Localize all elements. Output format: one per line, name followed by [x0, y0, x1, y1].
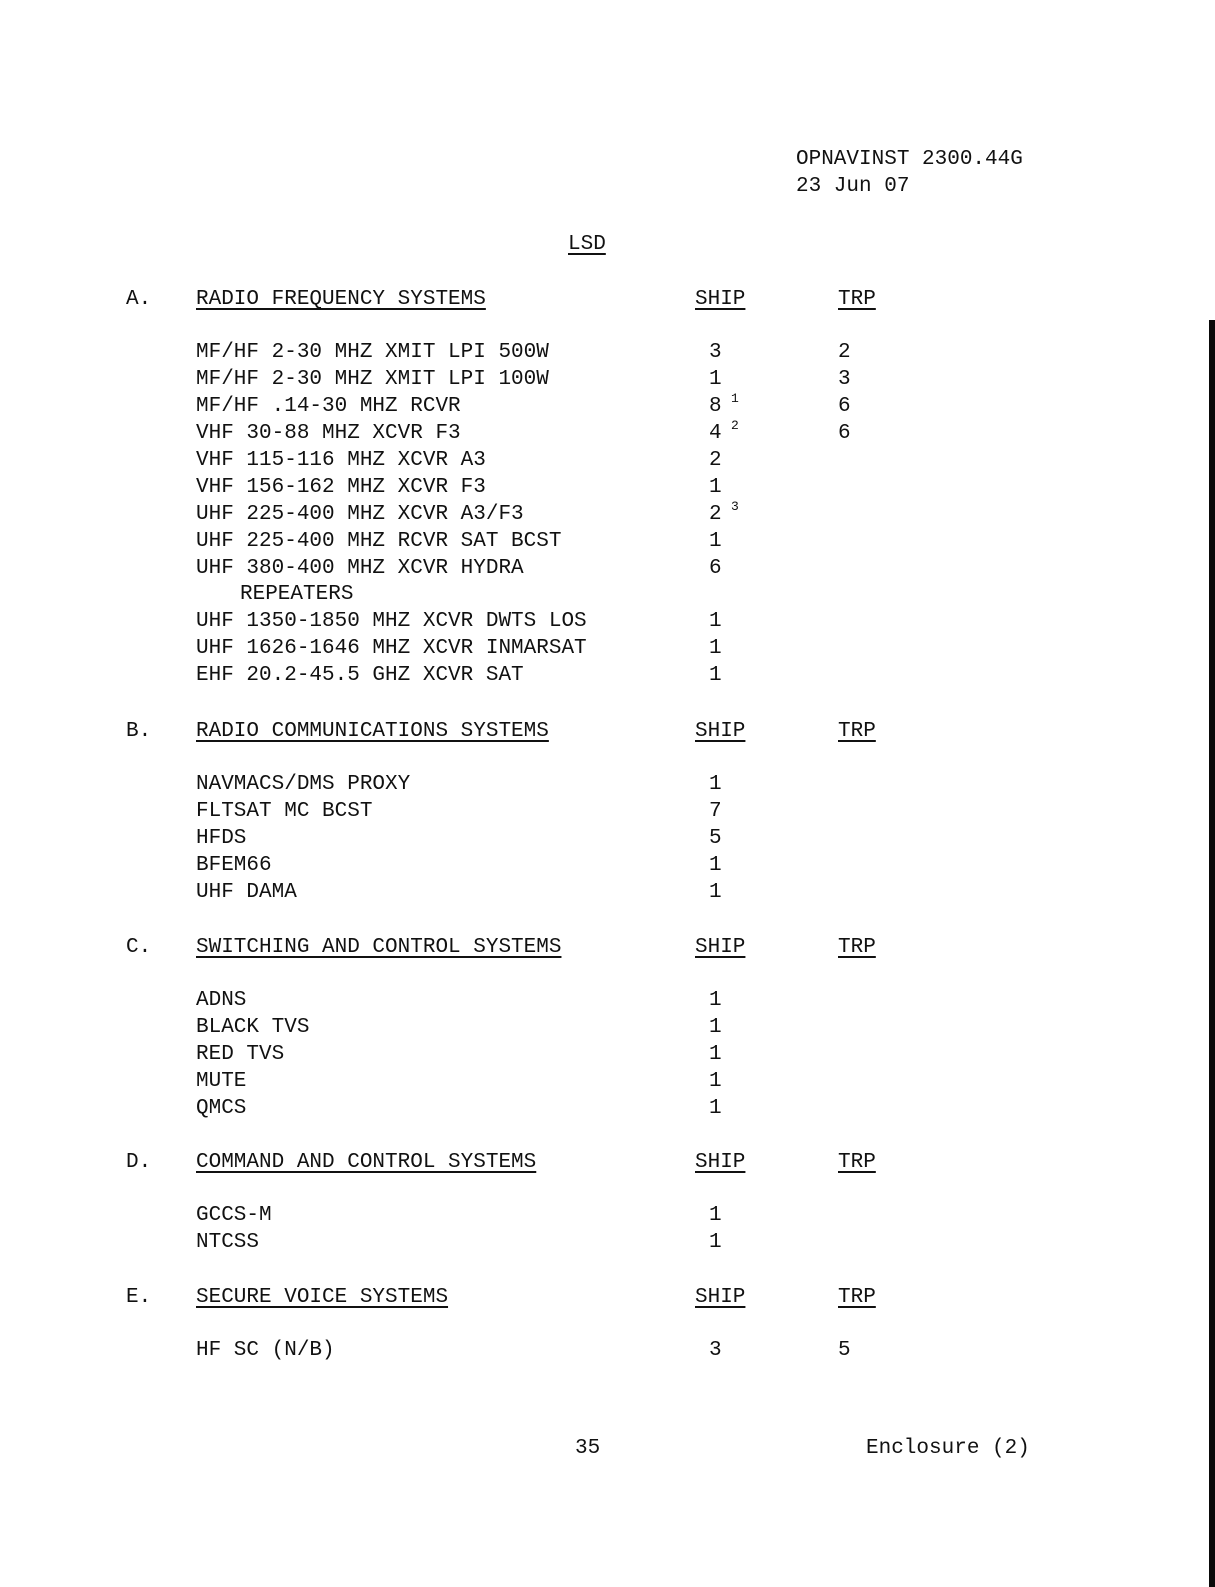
system-name: MF/HF 2-30 MHZ XMIT LPI 500W	[196, 341, 549, 364]
footnote-marker: 1	[731, 391, 739, 406]
system-name: UHF 225-400 MHZ RCVR SAT BCST	[196, 530, 562, 553]
section-title: RADIO COMMUNICATIONS SYSTEMS	[196, 720, 549, 743]
section-letter: C.	[126, 936, 152, 959]
column-header-trp: TRP	[838, 1286, 876, 1309]
system-name: UHF 380-400 MHZ XCVR HYDRA	[196, 557, 524, 580]
ship-count	[709, 854, 722, 878]
ship-count-value: 1	[709, 1204, 722, 1227]
ship-count-value: 1	[709, 1070, 722, 1093]
page-edge-shadow	[1209, 320, 1215, 1587]
ship-count-value: 1	[709, 637, 722, 660]
ship-count	[709, 1043, 722, 1067]
ship-count	[709, 664, 722, 688]
system-name: RED TVS	[196, 1043, 285, 1066]
ship-count-value: 1	[709, 989, 722, 1012]
ship-count-value: 8	[709, 395, 722, 418]
system-name: BFEM66	[196, 854, 272, 877]
section-letter: A.	[126, 288, 152, 311]
trp-count: 6	[838, 422, 851, 445]
system-name: MUTE	[196, 1070, 247, 1093]
ship-count	[709, 1231, 722, 1255]
system-name: QMCS	[196, 1097, 247, 1120]
section-title: SECURE VOICE SYSTEMS	[196, 1286, 449, 1309]
footnote-marker: 2	[731, 418, 739, 433]
system-name: UHF DAMA	[196, 881, 297, 904]
system-name: VHF 115-116 MHZ XCVR A3	[196, 449, 486, 472]
column-header-ship: SHIP	[695, 936, 746, 959]
ship-count-value: 3	[709, 1339, 722, 1362]
enclosure-label: Enclosure (2)	[866, 1437, 1030, 1460]
trp-count: 6	[838, 395, 851, 418]
ship-count-value: 6	[709, 557, 722, 580]
ship-count	[709, 1070, 722, 1094]
trp-count: 2	[838, 341, 851, 364]
column-header-ship: SHIP	[695, 288, 746, 311]
section-title: COMMAND AND CONTROL SYSTEMS	[196, 1151, 537, 1174]
ship-count	[709, 773, 722, 797]
system-name: UHF 1350-1850 MHZ XCVR DWTS LOS	[196, 610, 587, 633]
system-name: ADNS	[196, 989, 247, 1012]
ship-count-value: 1	[709, 1043, 722, 1066]
ship-count-value: 1	[709, 476, 722, 499]
section-title: SWITCHING AND CONTROL SYSTEMS	[196, 936, 562, 959]
ship-count	[709, 557, 722, 581]
system-name: UHF 1626-1646 MHZ XCVR INMARSAT	[196, 637, 587, 660]
column-header-ship: SHIP	[695, 720, 746, 743]
ship-count	[709, 610, 722, 634]
ship-count	[709, 827, 722, 851]
column-header-trp: TRP	[838, 288, 876, 311]
ship-count-value: 1	[709, 881, 722, 904]
trp-count: 3	[838, 368, 851, 391]
section-letter: D.	[126, 1151, 152, 1174]
ship-count-value: 7	[709, 800, 722, 823]
ship-count-value: 2	[709, 503, 722, 526]
column-header-ship: SHIP	[695, 1151, 746, 1174]
trp-count: 5	[838, 1339, 851, 1362]
doc-id: OPNAVINST 2300.44G	[796, 148, 1023, 171]
ship-count	[709, 637, 722, 661]
system-name: EHF 20.2-45.5 GHZ XCVR SAT	[196, 664, 524, 687]
section-title: RADIO FREQUENCY SYSTEMS	[196, 288, 486, 311]
ship-count-value: 1	[709, 610, 722, 633]
system-name: FLTSAT MC BCST	[196, 800, 373, 823]
ship-count	[709, 499, 739, 527]
ship-count-value: 4	[709, 422, 722, 445]
ship-count-value: 2	[709, 449, 722, 472]
system-name: VHF 156-162 MHZ XCVR F3	[196, 476, 486, 499]
system-name: GCCS-M	[196, 1204, 272, 1227]
system-name: VHF 30-88 MHZ XCVR F3	[196, 422, 461, 445]
ship-count	[709, 1016, 722, 1040]
ship-count	[709, 368, 722, 392]
footnote-marker: 3	[731, 499, 739, 514]
system-name: UHF 225-400 MHZ XCVR A3/F3	[196, 503, 524, 526]
ship-count-value: 3	[709, 341, 722, 364]
ship-count	[709, 1204, 722, 1228]
page-title: LSD	[568, 233, 606, 256]
system-name: MF/HF 2-30 MHZ XMIT LPI 100W	[196, 368, 549, 391]
system-name: HF SC (N/B)	[196, 1339, 335, 1362]
column-header-trp: TRP	[838, 720, 876, 743]
ship-count	[709, 800, 722, 824]
section-letter: E.	[126, 1286, 152, 1309]
ship-count-value: 1	[709, 773, 722, 796]
ship-count-value: 1	[709, 1016, 722, 1039]
ship-count-value: 5	[709, 827, 722, 850]
ship-count-value: 1	[709, 664, 722, 687]
column-header-trp: TRP	[838, 936, 876, 959]
section-letter: B.	[126, 720, 152, 743]
ship-count	[709, 530, 722, 554]
ship-count	[709, 476, 722, 500]
ship-count	[709, 391, 739, 419]
system-name: HFDS	[196, 827, 247, 850]
ship-count-value: 1	[709, 1231, 722, 1254]
ship-count	[709, 418, 739, 446]
ship-count	[709, 341, 722, 365]
ship-count	[709, 1097, 722, 1121]
system-name: NTCSS	[196, 1231, 260, 1254]
ship-count-value: 1	[709, 1097, 722, 1120]
system-name: NAVMACS/DMS PROXY	[196, 773, 411, 796]
page-number: 35	[575, 1437, 601, 1460]
column-header-trp: TRP	[838, 1151, 876, 1174]
ship-count	[709, 881, 722, 905]
doc-date: 23 Jun 07	[796, 175, 910, 198]
ship-count	[709, 1339, 722, 1363]
system-name: BLACK TVS	[196, 1016, 310, 1039]
ship-count-value: 1	[709, 530, 722, 553]
ship-count-value: 1	[709, 368, 722, 391]
ship-count	[709, 989, 722, 1013]
ship-count	[709, 449, 722, 473]
ship-count-value: 1	[709, 854, 722, 877]
column-header-ship: SHIP	[695, 1286, 746, 1309]
system-name-continued: REPEATERS	[240, 583, 354, 606]
system-name: MF/HF .14-30 MHZ RCVR	[196, 395, 461, 418]
